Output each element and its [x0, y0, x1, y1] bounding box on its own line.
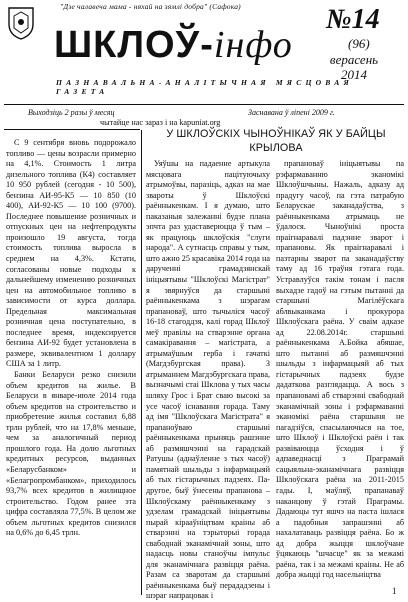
news-brief-column [6, 138, 136, 539]
founded-date: Заснавана ў ліпені 2009 г. [248, 108, 335, 117]
article-column-2 [276, 159, 404, 581]
masthead-slogan: "Дзе чалавеча мама - няхай на зямлі добра" (Сафока) [60, 2, 241, 11]
article-headline [145, 127, 407, 155]
title-main: ШКЛОЎ- [54, 24, 214, 66]
header-divider [4, 104, 404, 105]
online-notice: чытайце нас зараз і на kapuniat.org [100, 118, 221, 127]
headline-line-1: У ШКЛОЎСКІХ ЧЫНОЎНІКАЎ ЯК У БАЙЦЫ [166, 128, 386, 140]
article-text-1: Уяўшы на падаенне артыкула мясцовага пацітуючыху атрымоўвы, паразіць, адказ на мае звароты ў Шклоўскі раённыкенкам. І я думаю, што паказаныя залежанні будзе плана эпчта раз удаставерюцца ў тым – як працуюць шклоўскія "слуги народа". А сутнасць справы у тым, што ажно 25 красавіка 2014 года на дарученні грамадзянскай ініцыятывы "Шклоўскі Магістрат" я звярнуўся да старшыні раённыкенкама з шэрагам прапановаў, што тычыліся часоў 16-18 стагоддзя, калі горад Шклоў меў правілы на стварэнне органа самакіравання – магістрата, а атрымаўшым герба і гачаткі (Магдэбургская права). З атрыманнем Магдэбургскага права, вызначымі стаі Шклова у тых часы шляху Грос і Брат сваю высокі за усе часоў існавання горада. Таму ад імя "Шклоўскага Магістрата" я прапаноўваю старшыні раённыкенкама прыняць рашэнне аб размяшчэнні на гарадскай Ратушы (аднаўленне з тых часоў) памятнай шыльды з інфармацыяй аб тых гістарычных падзеях. Па-другое, быў ўнесены прапанова – Шклоўскаму раённыкенкаму з удзелам грамадскай ініцыятывы пырай кірааўніцтвам краіны аб стварэнні на тэрыторыі горада свабоднай эканамічнай зоны, што надасць новы станоўчы імпульс для эканамічнага развіцця раёна. Разам са зваротам да старшыні раённыкенкама быў перададзены і шэраг напрацовак і [146, 159, 271, 601]
news-brief-credits: Банки Беларуси резко снизили объем кредитов на жилье. В Беларуси в январе-июле 2014 года объем кредитов на строительство и приобретение жилья составил 6,88 трлн рублей, что на 17,8% меньше, чем за аналогичный период прошлого года. На долю льготных кредитных ресурсов, выданных «Беларусбанком» и «Белагропромбанком», приходилось 93,7% всех кредитов в жилищное строительство. Годом ранее эта цифра составляла 77,5%. В целом же объем льготных кредитов снизился на 0,6% до 6,45 трлн. [6, 370, 136, 538]
newspaper-tagline: ПАЗНАВАЛЬНА-АНАЛІТЫЧНАЯ МЯСЦОВАЯ ГАЗЕТА [56, 78, 353, 96]
coat-of-arms-icon [6, 6, 36, 40]
article-text-2: прапановаў ініцыятывы па рэфармаванню эканомікі Шклоўшчыны. Нажаль, адказу ад прадугу часоў, па гэта патрабую Беларускае заканадаўства, з раённыкенкама атрымаць не ўдалося. Чыноўнікі проста праігнаравалі падэнне зварот і прапановы. Як праігнаравалі і пазтарны зварот па заканадаўству таму ад 16 траўня гэтага года. Устравлуўся такім тонам і пасля выхадзе гадоў на гэтым пытанні да старшыні Магілёўскага аблвыканкама і прокурора Шклоўскага раёна. У сваім адказе ад 22.08.2014г. старшыні раённыкенкама А.Бойка абяшае, што пытанні аб размяшчэнні шыльды з інфармацыяй аб тых гістарычных падзеях будзе дадаткова разглядацца. А вось з прапановамі аб стварэнні свабоднай эканамічнай зоны і рэфармаванні эканомікі раёна старшыня не пагадзіўся, спасылаючыся на тое, што Шклоў і Шклоўскі раён і так развіваюцца ўсходня і ў адпаведнасці з Праграмай сацыяльна-эканамічнага развіцця Шклоўскага раёна на 2011-2015 гады. І, маўляў, прапанаваў наканцову ў гэтай Праграмы. Дадаюцы тут яшчэ на паста ішлася а падобныя запрашэнні аб нахалатаваць развіцця раёна. Бо ж ад добра жыцця шклоўчане ўцякаюць "шчасце" як за межамі раёна, так і за межамі краіны. Не аб добра жыцці год насельніцтва [276, 159, 404, 580]
issue-number: №14 [326, 4, 380, 35]
title-sub: інфо [213, 24, 293, 66]
newspaper-title [54, 26, 293, 64]
page-number: 1 [392, 586, 397, 596]
news-brief-fuel: С 9 сентября вновь подорожало топливо — цены возрасли примерно на 4,1%. Стоимость 1 литра дизельного топлива (К4) составляет 10 950 рублей (сегодня - 10 500), бензина АИ-95-К5 — 10 850 (10 400), АИ-92-К5 — 10 100 (9700). Последнее повышение розничных и отпускных цен на нефтепродукты произошло 19 августа, тогда стоимость топлива выросла в среднем на 4,3%. Кстати, согласованы новые подходы к дальнейшему изменению розничных цен на автомобильное топливо в зависимости от курса доллара. Предельная максимальная розничная цена поступательно, в последнее время, индексируется бензина АИ-92 будет установлена в размере, эквивалентном 1 доллару США за 1 литр. [6, 138, 136, 369]
left-column-top-rule [4, 129, 140, 130]
issue-date: верасень 2014 [329, 52, 379, 82]
headline-line-2: КРЫЛОВА [249, 142, 303, 154]
issue-number-total: (96) [348, 36, 370, 51]
column-divider [141, 130, 142, 595]
publication-frequency: Выходзіць 2 разы ў месяц [28, 108, 115, 117]
article-column-1 [146, 159, 270, 602]
